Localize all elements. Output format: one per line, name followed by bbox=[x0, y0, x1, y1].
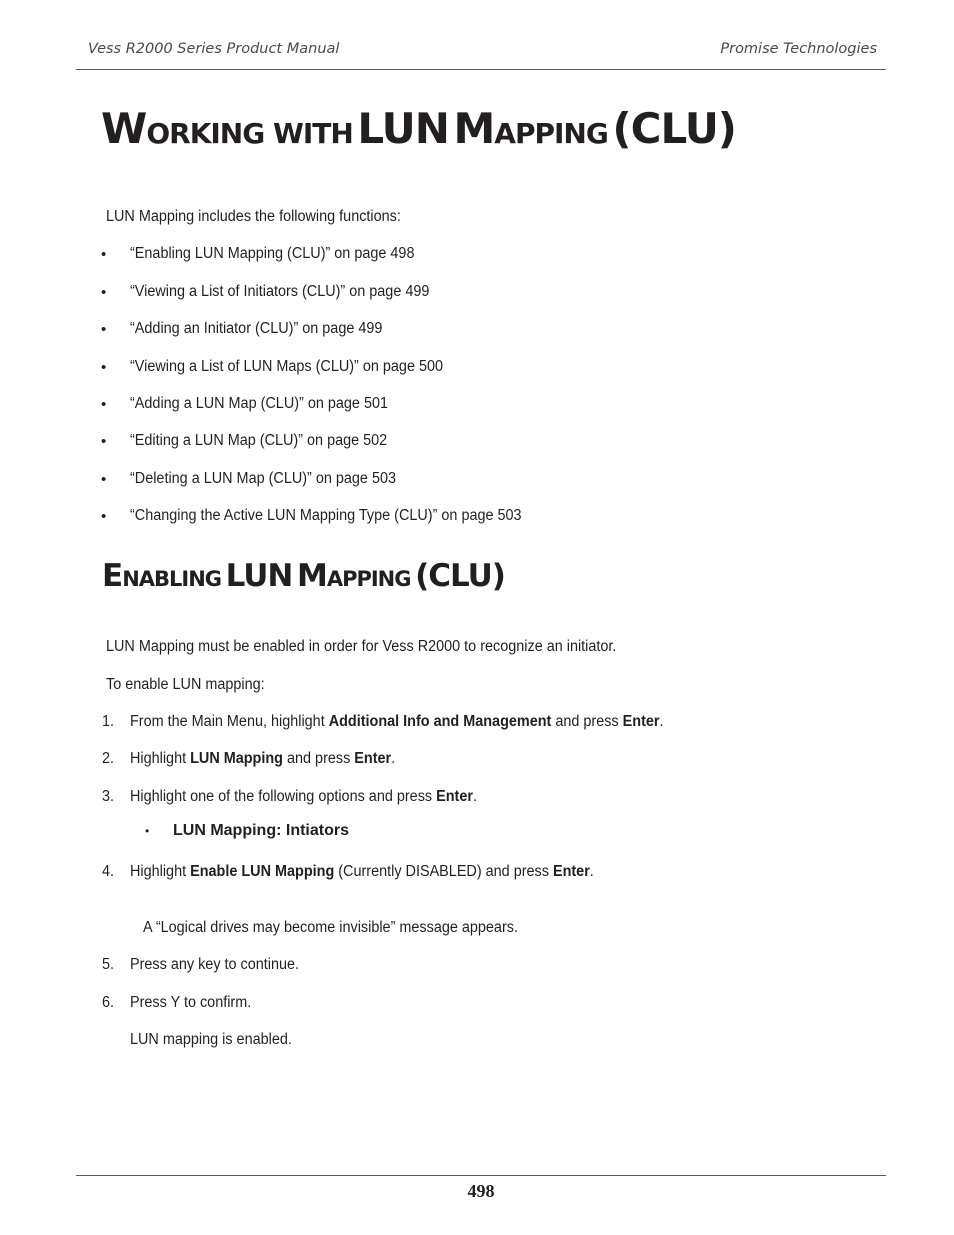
procedure-lead: To enable LUN mapping: bbox=[106, 676, 265, 693]
footer-divider bbox=[76, 1175, 886, 1176]
link-adding-lun-map[interactable]: “Adding a LUN Map (CLU)” on page 501 bbox=[130, 395, 389, 412]
link-changing-lun-mapping-type[interactable]: “Changing the Active LUN Mapping Type (CLU)” on page 503 bbox=[130, 507, 522, 524]
step-4-note: A “Logical drives may become invisible” message appears. bbox=[143, 919, 518, 936]
bullet: • bbox=[101, 321, 107, 338]
result-text: LUN mapping is enabled. bbox=[130, 1031, 292, 1048]
section2-intro: LUN Mapping must be enabled in order for Vess R2000 to recognize an initiator. bbox=[106, 638, 617, 655]
bullet: • bbox=[101, 508, 107, 525]
section-heading-working-with-lun-mapping: WORKING WITH LUN MAPPING (CLU) bbox=[101, 104, 737, 153]
bullet: • bbox=[101, 359, 107, 376]
header-divider bbox=[76, 69, 886, 70]
option-lun-mapping-initiators: LUN Mapping: Intiators bbox=[173, 822, 349, 839]
step-number: 3. bbox=[102, 788, 115, 805]
link-deleting-lun-map[interactable]: “Deleting a LUN Map (CLU)” on page 503 bbox=[130, 470, 397, 487]
page-number: 498 bbox=[467, 1181, 495, 1201]
link-viewing-lun-maps[interactable]: “Viewing a List of LUN Maps (CLU)” on page 500 bbox=[130, 358, 444, 375]
step-number: 5. bbox=[102, 956, 115, 973]
step-number: 1. bbox=[102, 713, 115, 730]
bullet: • bbox=[101, 396, 107, 413]
link-enabling-lun-mapping[interactable]: “Enabling LUN Mapping (CLU)” on page 498 bbox=[130, 245, 415, 262]
section1-intro: LUN Mapping includes the following functions: bbox=[106, 208, 401, 225]
step-3: Highlight one of the following options and press Enter. bbox=[130, 788, 477, 805]
step-number: 6. bbox=[102, 994, 115, 1011]
bullet: • bbox=[101, 284, 107, 301]
step-4: Highlight Enable LUN Mapping (Currently DISABLED) and press Enter. bbox=[130, 863, 594, 880]
step-number: 2. bbox=[102, 750, 115, 767]
step-1: From the Main Menu, highlight Additional Info and Management and press Enter. bbox=[130, 713, 664, 730]
step-6: Press Y to confirm. bbox=[130, 994, 252, 1011]
link-viewing-initiators[interactable]: “Viewing a List of Initiators (CLU)” on page 499 bbox=[130, 283, 430, 300]
step-5: Press any key to continue. bbox=[130, 956, 300, 973]
link-adding-initiator[interactable]: “Adding an Initiator (CLU)” on page 499 bbox=[130, 320, 383, 337]
link-editing-lun-map[interactable]: “Editing a LUN Map (CLU)” on page 502 bbox=[130, 432, 388, 449]
step-2: Highlight LUN Mapping and press Enter. bbox=[130, 750, 396, 767]
step-number: 4. bbox=[102, 863, 115, 880]
bullet: • bbox=[101, 433, 107, 450]
running-header-company: Promise Technologies bbox=[720, 41, 877, 57]
running-header-title: Vess R2000 Series Product Manual bbox=[88, 41, 340, 57]
section-heading-enabling-lun-mapping: ENABLING LUN MAPPING (CLU) bbox=[102, 558, 505, 594]
bullet: • bbox=[101, 471, 107, 488]
sub-bullet: • bbox=[145, 824, 150, 838]
bullet: • bbox=[101, 246, 107, 263]
